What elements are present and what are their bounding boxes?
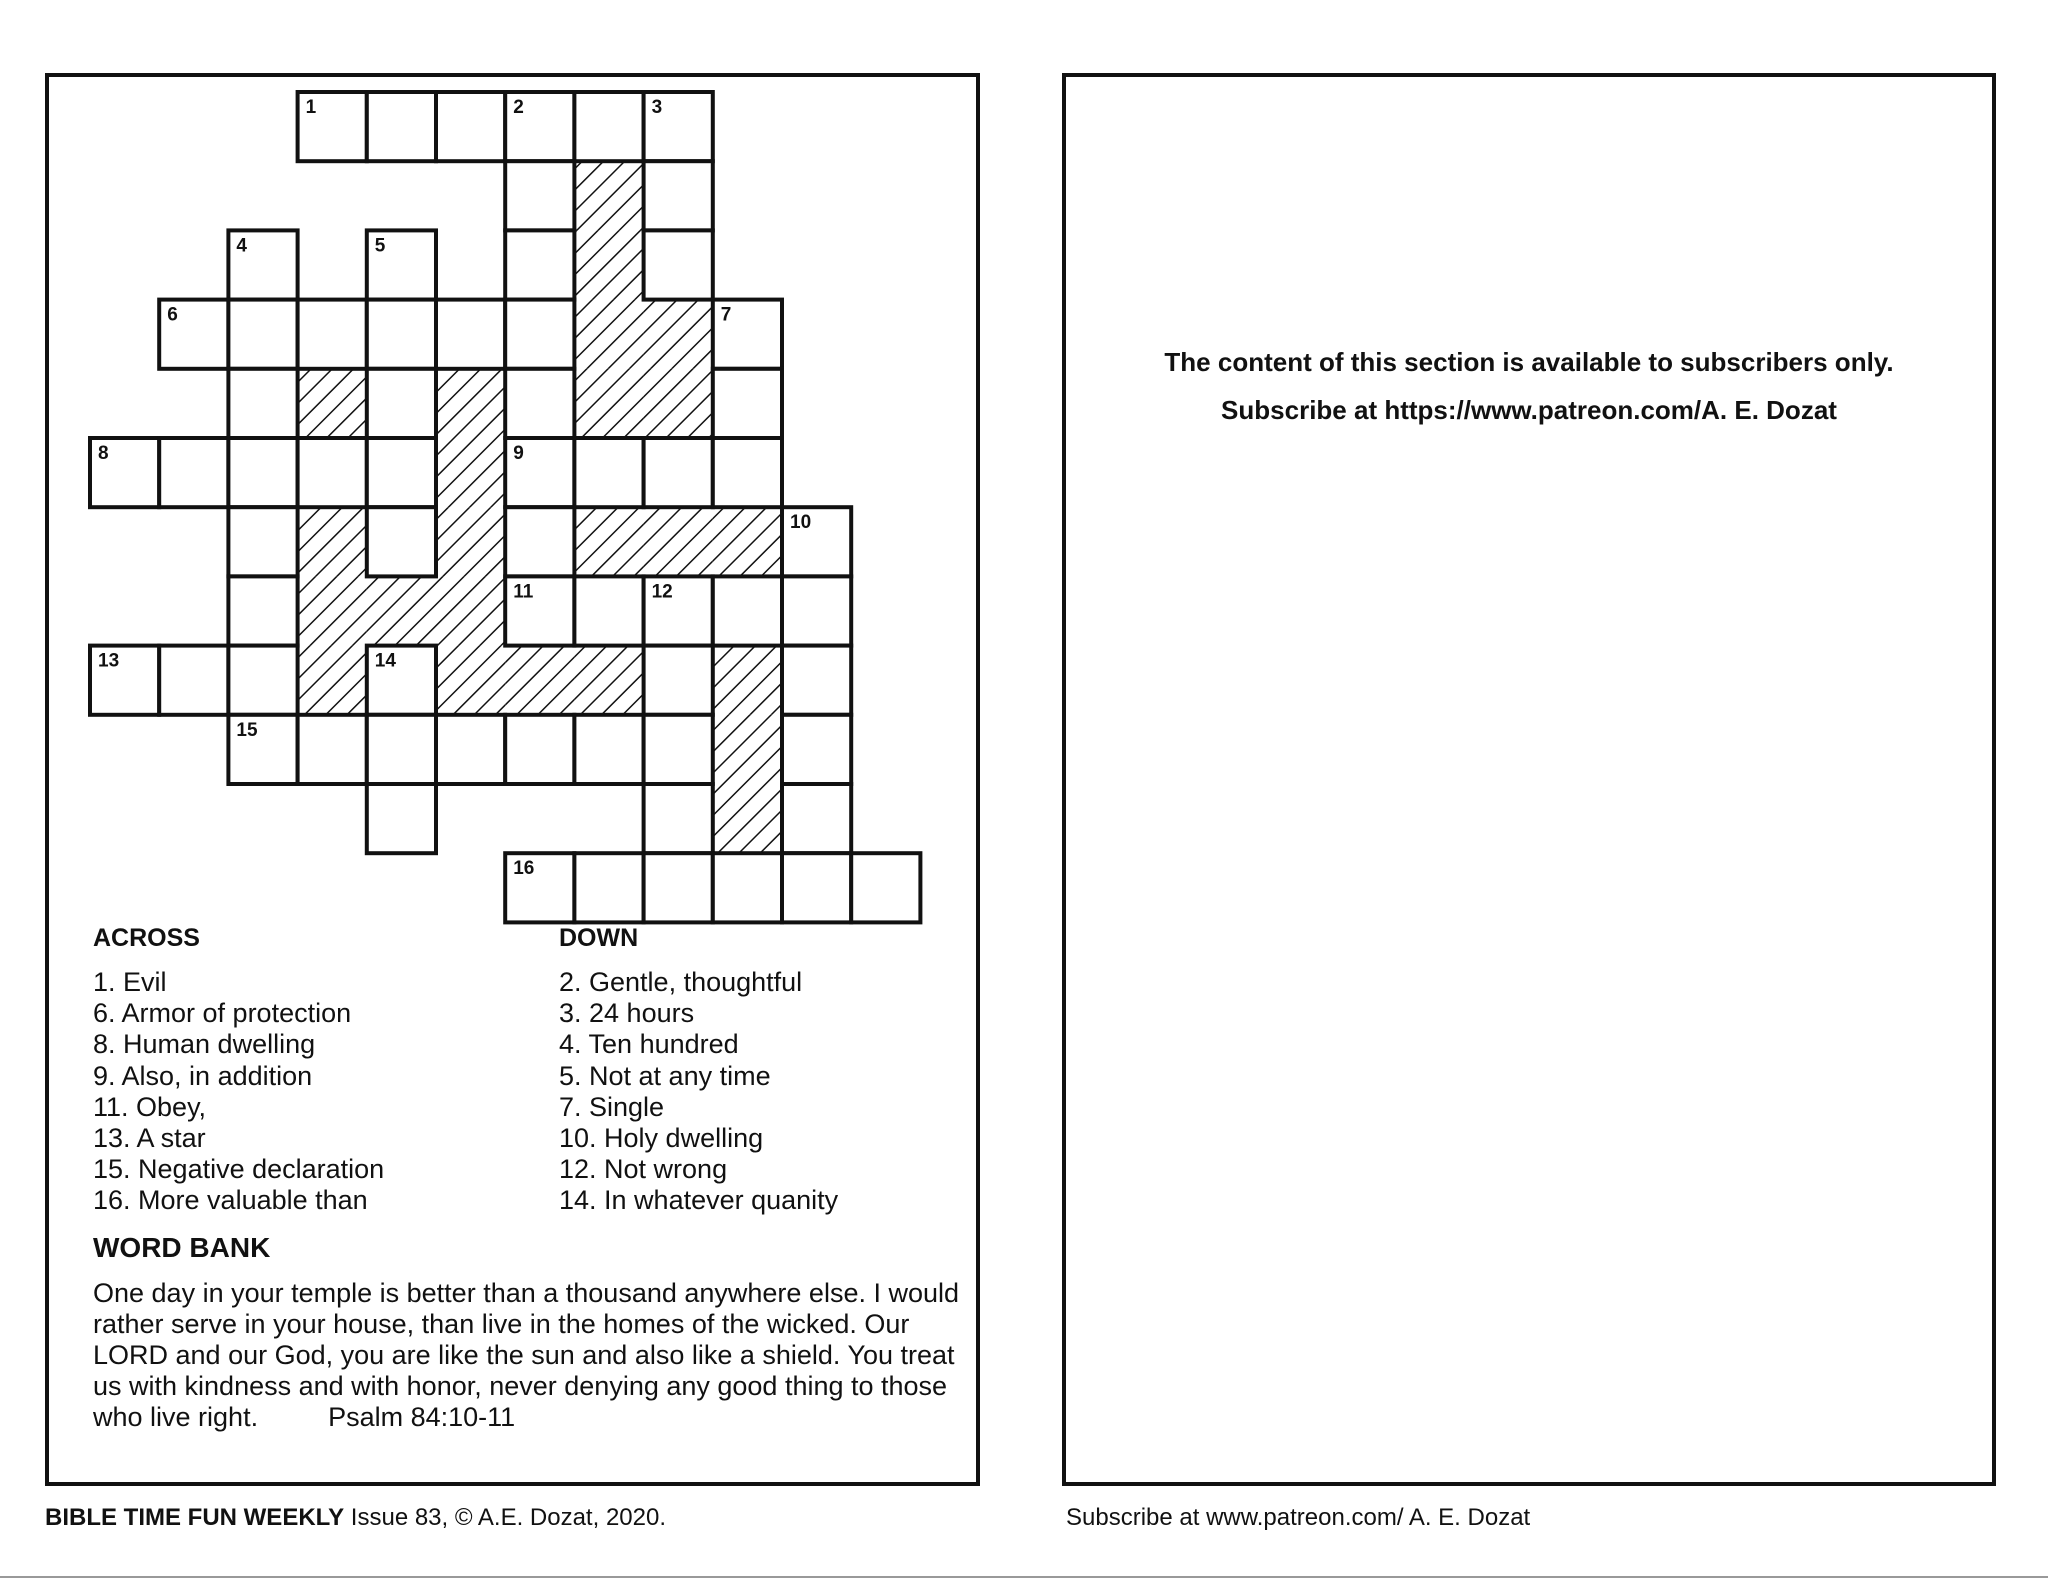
crossword-cell[interactable] <box>782 715 851 784</box>
down-clue: 2. Gentle, thoughtful <box>559 967 803 997</box>
across-clue: 1. Evil <box>93 967 167 997</box>
crossword-cell[interactable] <box>298 300 367 369</box>
crossword-cell[interactable] <box>782 646 851 715</box>
cell-number: 6 <box>167 304 178 326</box>
crossword-cell[interactable] <box>228 576 297 645</box>
down-clue: 3. 24 hours <box>559 998 695 1029</box>
across-heading: ACROSS <box>93 924 200 952</box>
cell-number: 13 <box>98 650 120 672</box>
crossword-cell[interactable] <box>574 438 643 507</box>
crossword-cell[interactable] <box>298 92 367 161</box>
cell-number: 7 <box>720 304 732 326</box>
subscriber-notice: The content of this section is available to subscribers only. <box>1164 347 1894 377</box>
crossword-cell[interactable] <box>644 438 713 507</box>
cell-number: 3 <box>651 97 663 118</box>
crossword-cell[interactable] <box>90 438 159 507</box>
crossword-cell[interactable] <box>644 576 713 645</box>
crossword-cell[interactable] <box>713 438 782 507</box>
crossword-cell[interactable] <box>505 853 574 922</box>
crossword-cell[interactable] <box>713 300 782 369</box>
down-clue: 7. Single <box>559 1091 665 1122</box>
across-clue: 15. Negative declaration <box>93 1154 385 1185</box>
bottom-divider <box>0 1576 2048 1578</box>
across-clue: 6. Armor of protection <box>93 998 352 1029</box>
crossword-cell[interactable] <box>644 646 713 715</box>
crossword-cell[interactable] <box>505 715 574 784</box>
crossword-cell[interactable] <box>782 576 851 645</box>
crossword-cell[interactable] <box>367 92 436 161</box>
crossword-cell[interactable] <box>367 369 436 438</box>
crossword-cell[interactable] <box>367 646 436 715</box>
crossword-cell[interactable] <box>574 715 643 784</box>
crossword-cell[interactable] <box>367 230 436 299</box>
issue-info: Issue 83, © A.E. Dozat, 2020. <box>350 1504 666 1531</box>
crossword-cell[interactable] <box>228 369 297 438</box>
crossword-cell[interactable] <box>298 438 367 507</box>
word-bank-title: WORD BANK <box>93 1232 271 1263</box>
crossword-cell[interactable] <box>782 853 851 922</box>
crossword-cell[interactable] <box>505 300 574 369</box>
subscriber-page <box>1062 73 1996 1486</box>
down-clue: 4. Ten hundred <box>559 1029 739 1060</box>
down-clue: 5. Not at any time <box>559 1060 771 1091</box>
across-clue: 16. More valuable than <box>93 1185 368 1216</box>
crossword-cell[interactable] <box>228 646 297 715</box>
cell-number: 15 <box>236 719 258 741</box>
cell-number: 2 <box>513 97 524 118</box>
crossword-cell[interactable] <box>505 92 574 161</box>
crossword-cell[interactable] <box>505 369 574 438</box>
crossword-cell[interactable] <box>228 507 297 576</box>
crossword-cell[interactable] <box>644 92 713 161</box>
crossword-cell[interactable] <box>436 92 505 161</box>
scripture-reference: Psalm 84:10-11 <box>328 1402 516 1432</box>
crossword-cell[interactable] <box>228 300 297 369</box>
crossword-cell[interactable] <box>159 438 228 507</box>
crossword-cell[interactable] <box>367 507 436 576</box>
crossword-cell[interactable] <box>782 507 851 576</box>
across-clue: 13. A star <box>93 1123 206 1154</box>
crossword-cell[interactable] <box>644 230 713 299</box>
across-clue: 8. Human dwelling <box>93 1029 316 1060</box>
cell-number: 5 <box>374 235 386 257</box>
cell-number: 11 <box>513 581 534 603</box>
cell-number: 12 <box>651 581 673 603</box>
crossword-cell[interactable] <box>367 300 436 369</box>
cell-number: 1 <box>305 97 317 118</box>
crossword-cell[interactable] <box>644 161 713 230</box>
crossword-cell[interactable] <box>505 507 574 576</box>
crossword-cell[interactable] <box>574 92 643 161</box>
down-clue-list <box>559 967 838 1217</box>
cell-number: 14 <box>374 650 396 672</box>
cell-number: 9 <box>513 443 524 464</box>
crossword-cell[interactable] <box>644 715 713 784</box>
footer-credit <box>45 1504 666 1532</box>
crossword-cell[interactable] <box>436 715 505 784</box>
across-clue-list <box>93 967 384 1217</box>
crossword-cell[interactable] <box>228 715 297 784</box>
crossword-cell[interactable] <box>644 853 713 922</box>
down-clue: 12. Not wrong <box>559 1154 728 1185</box>
cell-number: 4 <box>236 235 247 257</box>
subscriber-message <box>1062 338 1996 434</box>
down-heading: DOWN <box>559 924 639 952</box>
crossword-cell[interactable] <box>505 438 574 507</box>
crossword-cell[interactable] <box>713 576 782 645</box>
crossword-cell[interactable] <box>90 646 159 715</box>
crossword-cell[interactable] <box>298 715 367 784</box>
crossword-cell[interactable] <box>228 230 297 299</box>
crossword-cell[interactable] <box>713 369 782 438</box>
crossword-cell[interactable] <box>505 230 574 299</box>
crossword-cell[interactable] <box>367 784 436 853</box>
down-clue: 14. In whatever quanity <box>559 1185 839 1216</box>
subscribe-link[interactable]: Subscribe at https://www.patreon.com/A. E. Dozat <box>1221 395 1837 425</box>
cell-number: 10 <box>790 512 812 534</box>
crossword-cell[interactable] <box>644 784 713 853</box>
crossword-cell[interactable] <box>851 853 920 922</box>
publication-name: BIBLE TIME FUN WEEKLY <box>45 1504 345 1531</box>
crossword-cell[interactable] <box>574 853 643 922</box>
crossword-cell[interactable] <box>713 853 782 922</box>
crossword-cell[interactable] <box>505 576 574 645</box>
crossword-cell[interactable] <box>574 576 643 645</box>
crossword-cell[interactable] <box>159 300 228 369</box>
crossword-cell[interactable] <box>367 715 436 784</box>
crossword-cell[interactable] <box>159 646 228 715</box>
crossword-cell[interactable] <box>782 784 851 853</box>
word-bank-passage <box>93 1278 973 1433</box>
crossword-cell[interactable] <box>367 438 436 507</box>
crossword-cell[interactable] <box>228 438 297 507</box>
crossword-cell[interactable] <box>505 161 574 230</box>
down-clue: 10. Holy dwelling <box>559 1123 764 1154</box>
cell-number: 8 <box>98 443 109 464</box>
word-bank-text: One day in your temple is better than a thousand anywhere else. I would rather serve in your house, than live in the homes of the wicked. Our LORD and our God, you are like the sun and also like a shield. You treat us with kindness and with honor, never denying any good thing to those who live right. <box>93 1278 960 1432</box>
across-clue: 11. Obey, <box>93 1091 207 1122</box>
cell-number: 16 <box>513 858 535 880</box>
footer-subscribe[interactable]: Subscribe at www.patreon.com/ A. E. Dozat <box>1066 1504 1531 1531</box>
across-clue: 9. Also, in addition <box>93 1060 313 1091</box>
crossword-cell[interactable] <box>436 300 505 369</box>
